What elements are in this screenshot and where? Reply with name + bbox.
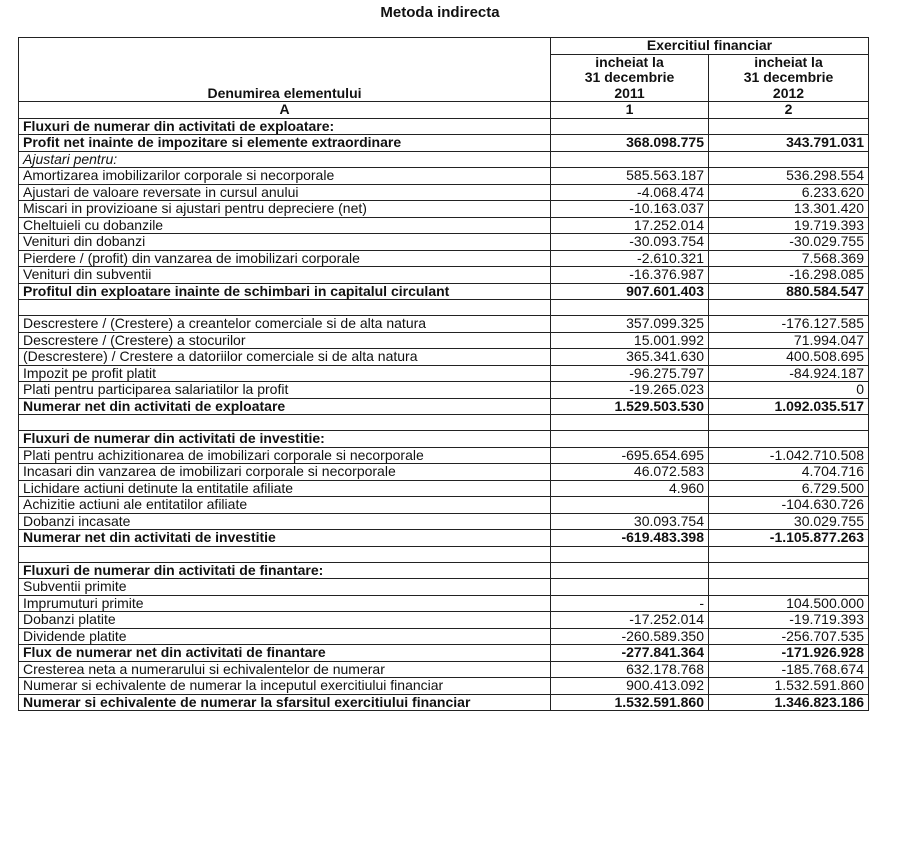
row-value-2012: 1.346.823.186	[709, 694, 869, 711]
row-value-2011: -619.483.398	[551, 530, 709, 547]
table-row	[19, 300, 869, 316]
row-label: Incasari din vanzarea de imobilizari corporale si necorporale	[19, 464, 551, 481]
row-value-2011: -19.265.023	[551, 382, 709, 399]
row-label: Dobanzi platite	[19, 612, 551, 629]
row-value-2011: 357.099.325	[551, 316, 709, 333]
row-value-2012: -185.768.674	[709, 661, 869, 678]
header-col-2012-line3: 2012	[772, 84, 805, 101]
table-row	[19, 398, 869, 415]
table-row	[19, 612, 869, 629]
row-value-2011: 585.563.187	[551, 168, 709, 185]
row-label: Cheltuieli cu dobanzile	[19, 217, 551, 234]
table-row	[19, 447, 869, 464]
row-label: Numerar net din activitati de investitie	[19, 530, 551, 547]
row-value-2011: -2.610.321	[551, 250, 709, 267]
table-row	[19, 217, 869, 234]
row-label: Plati pentru participarea salariatilor la profit	[19, 382, 551, 399]
table-row	[19, 464, 869, 481]
row-value-2011: 17.252.014	[551, 217, 709, 234]
row-label: (Descrestere) / Crestere a datoriilor comerciale si de alta natura	[19, 349, 551, 366]
table-row	[19, 497, 869, 514]
row-value-2011: -10.163.037	[551, 201, 709, 218]
row-value-2012	[709, 546, 869, 562]
row-value-2012: -30.029.755	[709, 234, 869, 251]
row-value-2012: -256.707.535	[709, 628, 869, 645]
table-row	[19, 530, 869, 547]
row-label: Dividende platite	[19, 628, 551, 645]
row-value-2011	[551, 431, 709, 448]
row-value-2011: 15.001.992	[551, 332, 709, 349]
table-row	[19, 595, 869, 612]
row-label	[19, 415, 551, 431]
row-value-2011	[551, 118, 709, 135]
row-value-2012: -1.105.877.263	[709, 530, 869, 547]
header-col-2011	[551, 54, 709, 102]
row-label: Impozit pe profit platit	[19, 365, 551, 382]
row-value-2012: -104.630.726	[709, 497, 869, 514]
row-value-2011: -30.093.754	[551, 234, 709, 251]
row-label: Ajustari pentru:	[19, 151, 551, 168]
cash-flow-table	[18, 37, 869, 711]
row-value-2012	[709, 118, 869, 135]
row-label: Pierdere / (profit) din vanzarea de imobilizari corporale	[19, 250, 551, 267]
row-value-2011: -695.654.695	[551, 447, 709, 464]
row-label: Dobanzi incasate	[19, 513, 551, 530]
row-value-2011: 907.601.403	[551, 283, 709, 300]
row-value-2011	[551, 579, 709, 596]
row-value-2011: 900.413.092	[551, 678, 709, 695]
table-row	[19, 562, 869, 579]
table-row	[19, 661, 869, 678]
table-row	[19, 480, 869, 497]
row-label: Lichidare actiuni detinute la entitatile afiliate	[19, 480, 551, 497]
row-value-2012: 536.298.554	[709, 168, 869, 185]
header-exercitiu: Exercitiul financiar	[551, 38, 869, 55]
row-value-2012: 19.719.393	[709, 217, 869, 234]
table-row	[19, 250, 869, 267]
row-label: Amortizarea imobilizarilor corporale si necorporale	[19, 168, 551, 185]
row-value-2012: -16.298.085	[709, 267, 869, 284]
header-col-2012-line2: 31 decembrie	[743, 69, 834, 85]
header-letter-a: A	[19, 102, 551, 119]
table-row	[19, 184, 869, 201]
row-value-2012: -84.924.187	[709, 365, 869, 382]
row-value-2011: -260.589.350	[551, 628, 709, 645]
header-col-2011-line2: 31 decembrie	[584, 69, 675, 85]
row-value-2011: -96.275.797	[551, 365, 709, 382]
row-value-2012: -171.926.928	[709, 645, 869, 662]
page-title: Metoda indirecta	[380, 4, 500, 21]
row-label: Descrestere / (Crestere) a stocurilor	[19, 332, 551, 349]
row-label	[19, 300, 551, 316]
row-value-2011: 1.532.591.860	[551, 694, 709, 711]
table-row	[19, 135, 869, 152]
table-row	[19, 513, 869, 530]
row-value-2012: 71.994.047	[709, 332, 869, 349]
header-denumirea: Denumirea elementului	[19, 38, 551, 102]
row-value-2011	[551, 415, 709, 431]
row-value-2012: 0	[709, 382, 869, 399]
header-letter-2: 2	[709, 102, 869, 119]
row-value-2012: 30.029.755	[709, 513, 869, 530]
row-value-2012	[709, 415, 869, 431]
table-row	[19, 546, 869, 562]
row-value-2011: 368.098.775	[551, 135, 709, 152]
row-value-2011: -17.252.014	[551, 612, 709, 629]
row-value-2012: 880.584.547	[709, 283, 869, 300]
row-value-2011: 4.960	[551, 480, 709, 497]
table-row	[19, 316, 869, 333]
row-value-2011	[551, 151, 709, 168]
row-label: Cresterea neta a numerarului si echivalentelor de numerar	[19, 661, 551, 678]
row-value-2012: -19.719.393	[709, 612, 869, 629]
row-value-2012: 7.568.369	[709, 250, 869, 267]
row-label: Miscari in provizioane si ajustari pentru depreciere (net)	[19, 201, 551, 218]
row-value-2012: 1.092.035.517	[709, 398, 869, 415]
row-label: Flux de numerar net din activitati de finantare	[19, 645, 551, 662]
row-value-2012: 6.233.620	[709, 184, 869, 201]
table-row	[19, 415, 869, 431]
row-value-2011: 46.072.583	[551, 464, 709, 481]
row-value-2011: -4.068.474	[551, 184, 709, 201]
row-value-2012: 13.301.420	[709, 201, 869, 218]
table-row	[19, 579, 869, 596]
row-value-2011	[551, 562, 709, 579]
row-value-2012: 343.791.031	[709, 135, 869, 152]
row-label: Fluxuri de numerar din activitati de exploatare:	[19, 118, 551, 135]
table-row	[19, 694, 869, 711]
row-value-2012: 6.729.500	[709, 480, 869, 497]
row-value-2012: 400.508.695	[709, 349, 869, 366]
row-value-2012: -176.127.585	[709, 316, 869, 333]
row-label: Descrestere / (Crestere) a creantelor comerciale si de alta natura	[19, 316, 551, 333]
header-col-2012-line1: incheiat la	[754, 53, 823, 70]
header-letter-1: 1	[551, 102, 709, 119]
row-value-2012	[709, 579, 869, 596]
table-row	[19, 365, 869, 382]
row-value-2012: 4.704.716	[709, 464, 869, 481]
table-row	[19, 382, 869, 399]
table-row	[19, 332, 869, 349]
row-label: Ajustari de valoare reversate in cursul anului	[19, 184, 551, 201]
table-row	[19, 234, 869, 251]
row-label: Venituri din subventii	[19, 267, 551, 284]
header-col-2011-line1: incheiat la	[595, 53, 664, 70]
table-row	[19, 168, 869, 185]
row-value-2012	[709, 300, 869, 316]
header-col-2011-line3: 2011	[614, 84, 645, 101]
row-value-2012	[709, 431, 869, 448]
row-value-2011: 30.093.754	[551, 513, 709, 530]
row-label: Subventii primite	[19, 579, 551, 596]
row-value-2011	[551, 546, 709, 562]
row-label: Numerar si echivalente de numerar la inceputul exercitiului financiar	[19, 678, 551, 695]
row-label: Numerar si echivalente de numerar la sfarsitul exercitiului financiar	[19, 694, 551, 711]
row-label: Numerar net din activitati de exploatare	[19, 398, 551, 415]
row-label: Imprumuturi primite	[19, 595, 551, 612]
table-row	[19, 201, 869, 218]
table-row	[19, 151, 869, 168]
row-label: Plati pentru achizitionarea de imobilizari corporale si necorporale	[19, 447, 551, 464]
table-row	[19, 678, 869, 695]
row-value-2012	[709, 151, 869, 168]
row-value-2012	[709, 562, 869, 579]
table-row	[19, 349, 869, 366]
row-value-2011: 632.178.768	[551, 661, 709, 678]
row-label: Achizitie actiuni ale entitatilor afiliate	[19, 497, 551, 514]
table-row	[19, 267, 869, 284]
row-value-2012: 1.532.591.860	[709, 678, 869, 695]
row-label	[19, 546, 551, 562]
row-label: Venituri din dobanzi	[19, 234, 551, 251]
table-row	[19, 283, 869, 300]
row-label: Profit net inainte de impozitare si elemente extraordinare	[19, 135, 551, 152]
header-col-2012	[709, 54, 869, 102]
row-label: Profitul din exploatare inainte de schimbari in capitalul circulant	[19, 283, 551, 300]
row-value-2011: -16.376.987	[551, 267, 709, 284]
row-label: Fluxuri de numerar din activitati de investitie:	[19, 431, 551, 448]
row-value-2012: -1.042.710.508	[709, 447, 869, 464]
row-label: Fluxuri de numerar din activitati de finantare:	[19, 562, 551, 579]
row-value-2012: 104.500.000	[709, 595, 869, 612]
row-value-2011: -	[551, 595, 709, 612]
row-value-2011: -277.841.364	[551, 645, 709, 662]
table-row	[19, 645, 869, 662]
table-row	[19, 118, 869, 135]
row-value-2011	[551, 300, 709, 316]
table-row	[19, 431, 869, 448]
table-row	[19, 628, 869, 645]
row-value-2011: 1.529.503.530	[551, 398, 709, 415]
row-value-2011: 365.341.630	[551, 349, 709, 366]
row-value-2011	[551, 497, 709, 514]
